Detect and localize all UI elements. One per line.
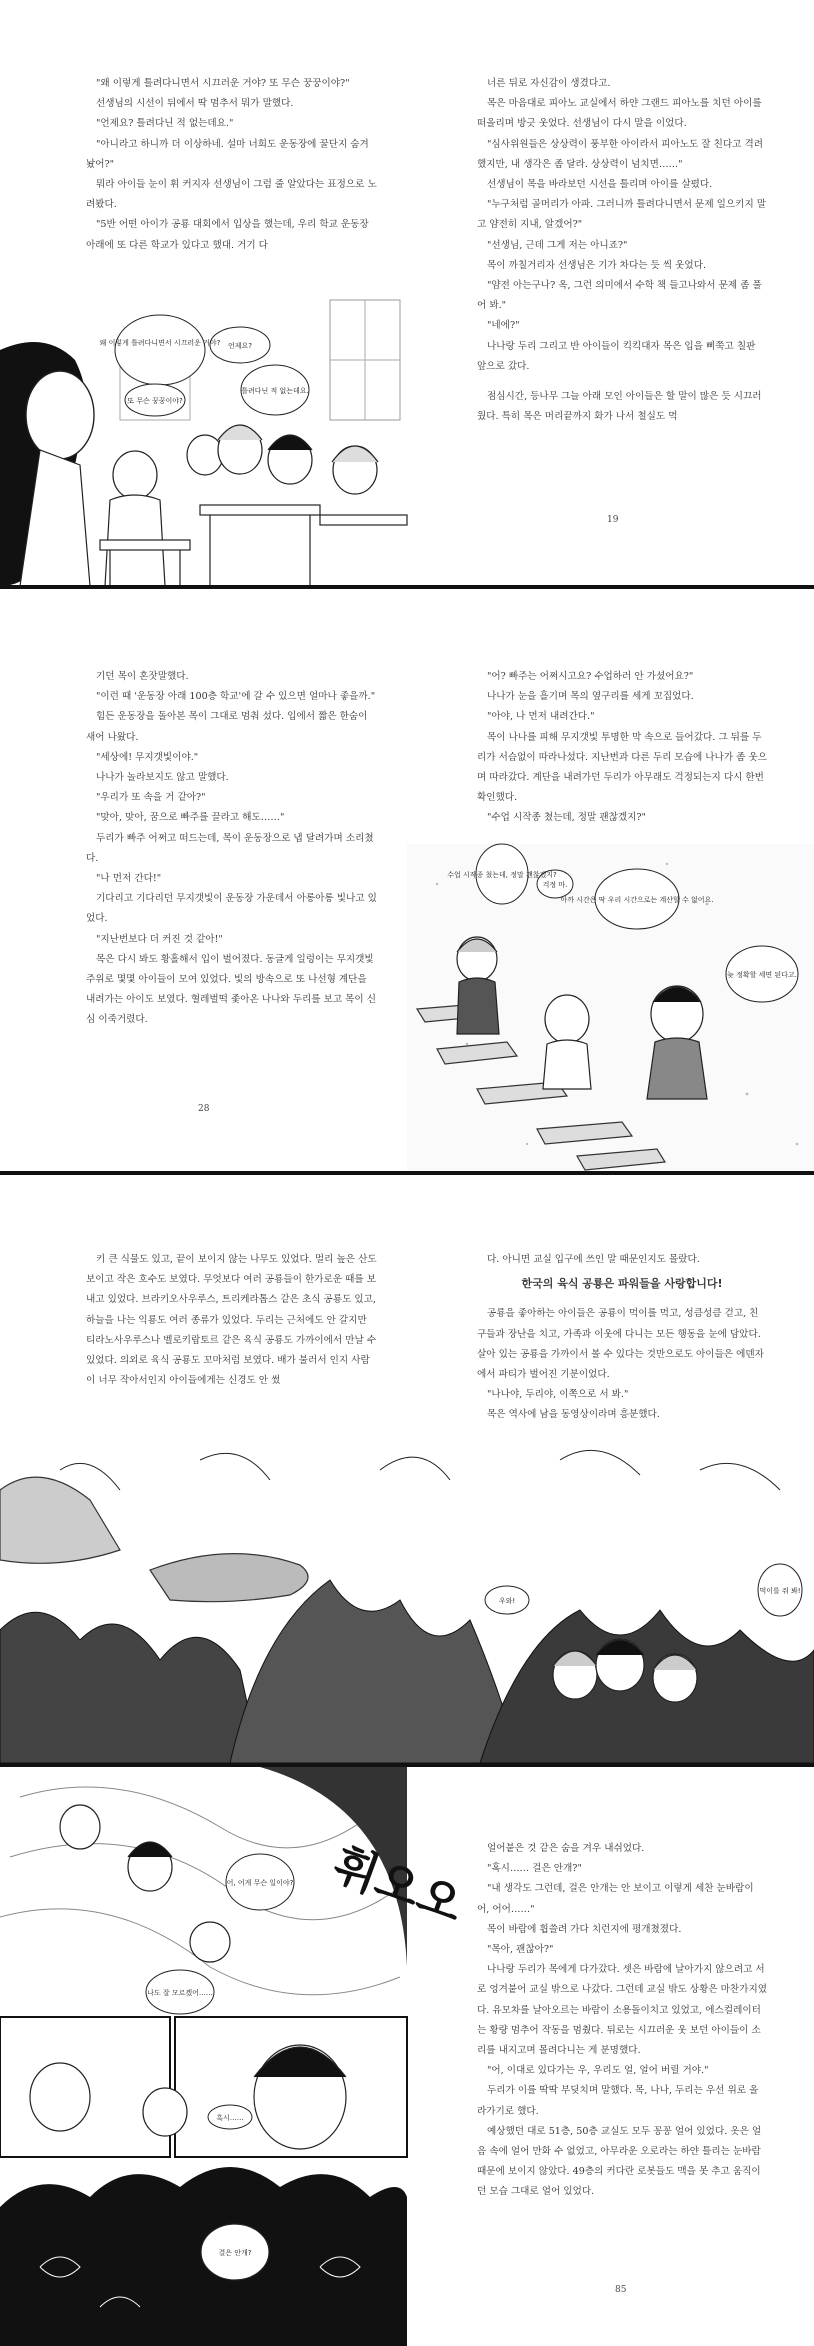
paragraph: 나나가 놀라보지도 않고 말했다. bbox=[96, 772, 229, 784]
paragraph: "네에?" bbox=[487, 320, 520, 332]
paragraph: 두리가 이를 딱딱 부딪치며 말했다. 목, 나나, 두리는 우선 위로 올라가기로 했다. bbox=[477, 2085, 759, 2117]
paragraph: "왜 이렇게 틀려다니면서 시끄러운 거야? 또 무슨 꿍꿍이야?" bbox=[96, 78, 350, 89]
paragraph: 공룡을 좋아하는 아이들은 공룡이 먹이를 먹고, 성큼성큼 걷고, 친구들과 장난을 치고, 가족과 이웃에 다니는 모든 행동을 눈에 담았다. 살아 있는 공룡을 가까이서 볼 수 있다는 것만으로도 아이들은 에덴자에서 파티가 벌어진 기분이었다. bbox=[477, 1308, 764, 1381]
body-text bbox=[86, 1250, 378, 1391]
bubble-text: 걱정 마. bbox=[542, 881, 568, 889]
classroom-illustration bbox=[0, 290, 407, 586]
paragraph: 목이 나나를 피해 무지갯빛 투명한 막 속으로 들어갔다. 그 뒤를 두리가 서슴없이 따라나섰다. 지난번과 다른 두리 모습에 나나가 좀 웃으며 따라갔다. 계단을 내려가던 두리가 아무래도 걱정되는지 다시 한번 확인했다. bbox=[477, 731, 767, 804]
bubble-text: 어, 어게 무슨 일이야? bbox=[226, 1879, 294, 1887]
paragraph: "아야, 나 먼저 내려간다." bbox=[487, 711, 595, 723]
paragraph: "목아, 괜찮아?" bbox=[487, 1944, 554, 1956]
staircase-illustration bbox=[407, 844, 814, 1171]
blizzard-comic-illustration bbox=[0, 1767, 470, 2346]
body-text bbox=[477, 1839, 767, 2203]
bubble-text: 나도 잘 모르겠어…… bbox=[147, 1989, 213, 1997]
paragraph: "우리가 또 속을 거 같아?" bbox=[96, 792, 206, 804]
paragraph: "어, 이대로 있다가는 우, 우리도 얼, 얼어 버릴 거야." bbox=[487, 2065, 709, 2077]
paragraph: 다. 아니면 교실 입구에 쓰인 말 때문인지도 몰랐다. bbox=[487, 1254, 700, 1265]
page-right bbox=[407, 589, 814, 1171]
paragraph: "수업 시작종 쳤는데, 정말 괜찮겠지?" bbox=[487, 812, 646, 824]
paragraph: "심사위원들은 상상력이 풍부한 아이라서 피아노도 잘 친다고 격려했지만, 내 생각은 좀 달라. 상상력이 넘치면……" bbox=[477, 138, 763, 170]
paragraph: 나나랑 두리 그리고 반 아이들이 킥킥대자 목은 입을 삐쭉고 칠판 앞으로 갔다. bbox=[477, 340, 756, 372]
paragraph: "혹시…… 걸은 안개?" bbox=[487, 1863, 582, 1875]
paragraph: 나나가 눈을 흘기며 목의 옆구리를 세게 꼬집었다. bbox=[487, 691, 694, 703]
bubble-text: 늦 정확할 세면 된다고. bbox=[727, 971, 797, 979]
paragraph: 예상했던 대로 51층, 50층 교실도 모두 꽁꽁 얼어 있었다. 옷은 얼음 속에 얼어 만화 수 없었고, 아무라운 오로라는 하얀 틀리는 눈바람 때문에 보이지 않았다. 49층의 커다란 로봇들도 맥을 못 추고 움직이던 모습 그대로 얼어 있었다. bbox=[477, 2125, 762, 2198]
paragraph: "언제요? 틀려다닌 적 없는데요." bbox=[96, 118, 234, 130]
paragraph: 점심시간, 등나무 그늘 아래 모인 아이들은 할 말이 많은 듯 시끄러웠다. 특히 목은 머리끝까지 화가 나서 철실도 먹 bbox=[477, 391, 762, 423]
paragraph: "어? 빠주는 어쩌시고요? 수업하러 안 가셨어요?" bbox=[487, 671, 694, 682]
bubble-text: 우와! bbox=[498, 1597, 516, 1605]
body-text bbox=[477, 667, 767, 829]
paragraph: 목은 다시 봐도 황홀해서 입이 벌어졌다. 동글게 일렁이는 무지갯빛 주위로 몇몇 아이들이 모여 있었다. 빛의 방속으로 또 나선형 계단을 내려가는 아이도 보였다. 혈레벌떡 좇아온 나나와 두리를 보고 목이 신심 이죽거렸다. bbox=[86, 953, 376, 1026]
body-text bbox=[86, 667, 378, 1031]
paragraph: "누구처럼 골머리가 아파. 그러니까 틀려다니면서 문제 일으키지 말고 얌전히 지내, 알겠어?" bbox=[477, 199, 767, 231]
paragraph: 목이 까칠거리자 선생님은 기가 차다는 듯 씩 웃었다. bbox=[487, 259, 707, 271]
paragraph: 얼어붙은 것 같은 숨을 겨우 내쉬었다. bbox=[487, 1843, 645, 1854]
bubble-text: 언제요? bbox=[227, 342, 253, 350]
paragraph: 목이 바람에 휩쓸려 가다 치런지에 평개쳤졌다. bbox=[487, 1923, 682, 1935]
page-number: 19 bbox=[607, 515, 619, 525]
body-text bbox=[477, 74, 767, 427]
body-text bbox=[477, 1250, 767, 1426]
paragraph: "나나야, 두리야, 이쪽으로 서 봐." bbox=[487, 1389, 629, 1401]
bubble-text: 먹이를 줘 봐! bbox=[759, 1587, 801, 1595]
bubble-text: 결은 안개? bbox=[218, 2249, 252, 2257]
paragraph: 두리가 빠주 어쩌고 떠드는데, 목이 운동장으로 냅 달려가며 소리쳤다. bbox=[86, 832, 374, 864]
bubble-text: 또 무슨 꿍꿍이야? bbox=[127, 397, 183, 405]
paragraph: 너른 뒤로 자신감이 생겼다고. bbox=[487, 78, 611, 89]
bubble-text: 아까 시간은 딱 우리 시간으로는 계산할 수 없어요. bbox=[560, 896, 714, 904]
bubble-text: 왜 이렇게 틀려다니면서 시끄러운 거야? bbox=[99, 339, 221, 347]
paragraph: 선생님이 목을 바라보던 시선을 틀리며 아이를 살폈다. bbox=[487, 179, 713, 191]
bubble-text: 흑시…… bbox=[216, 2114, 244, 2122]
page-left bbox=[0, 1767, 470, 2346]
paragraph: "세상에! 무지갯빛이야." bbox=[96, 751, 199, 763]
page-right bbox=[407, 1767, 814, 2346]
paragraph: 뭐라 아이들 눈이 휘 커지자 선생님이 그럼 줄 알았다는 표정으로 노려봤다. bbox=[86, 179, 377, 211]
paragraph: "이런 때 '운동장 아래 100층 학교'에 갈 수 있으면 얼마나 좋을까." bbox=[96, 691, 376, 703]
paragraph: "지난번보다 더 커진 것 같아!" bbox=[96, 933, 223, 945]
paragraph: "내 생각도 그런데, 걸은 안개는 안 보이고 이렇게 세찬 눈바람이 어, 어어……" bbox=[477, 1883, 754, 1915]
page-left bbox=[0, 0, 407, 586]
paragraph: 선생님의 시선이 뒤에서 딱 멈추서 뭐가 말했다. bbox=[96, 98, 294, 110]
bubble-text: 수업 시작종 쳤는데, 정말 괜찮겠지? bbox=[447, 871, 557, 879]
paragraph: "얌전 아는구나? 옥, 그런 의미에서 수학 책 들고나와서 문제 좀 풀어 봐." bbox=[477, 280, 762, 312]
page-number: 85 bbox=[615, 2285, 627, 2295]
paragraph: "나 먼저 간다!" bbox=[96, 873, 162, 885]
paragraph: "맞아, 맞아, 꿈으로 빠주를 끌라고 해도……" bbox=[96, 812, 285, 824]
spread-4 bbox=[0, 1767, 814, 2346]
page-right bbox=[407, 0, 814, 586]
paragraph: 힘든 운동장을 돌아본 목이 그대로 멈춰 섰다. 입에서 짧은 한숨이 새어 나왔다. bbox=[86, 711, 368, 743]
body-text bbox=[86, 74, 378, 256]
paragraph: "아니라고 하니까 더 이상하네. 설마 너희도 운동장에 꿀단지 숨겨 놨어?" bbox=[86, 138, 369, 170]
paragraph: 목은 역사에 남을 동영상이라며 흥분했다. bbox=[487, 1409, 660, 1421]
spread-3 bbox=[0, 1175, 814, 1763]
paragraph: "선생님, 근데 그게 저는 아니죠?" bbox=[487, 239, 628, 251]
spread-1 bbox=[0, 0, 814, 586]
paragraph: 키 큰 식물도 있고, 끝이 보이지 않는 나무도 있었다. 멀리 높은 산도 보이고 작은 호수도 보였다. 무엇보다 여러 공룡들이 한가로운 때를 보내고 있었다. 브라키오사우루스, 트리케라톱스 같은 초식 공룡도 있고, 하늘을 나는 익룡도 여러 종류가 있었다. 두리는 근처에도 안 갈지만 티라노사우루스나 벨로키랍토르 같은 육식 공룡도 가까이에서 만날 수 있었다. 의외로 육식 공룡도 꼬마처럼 보였다. 배가 불러서 인지 사람이 너무 작아서인지 아이들에게는 신경도 안 썼 bbox=[86, 1254, 377, 1387]
paragraph: 나나랑 두리가 목에게 다가갔다. 셋은 바람에 날아가지 않으려고 서로 엉겨붙어 교실 밖으로 나갔다. 그런데 교실 밖도 상황은 마찬가지였다. 유모차를 날아오르는 바람이 소용돌이치고 있었고, 에스컬레이터는 황량 멈추어 작동을 멈췄다. 뒤로는 시끄러운 웃 보던 아이들이 소리를 내지고며 몰려다니는 게 분명했다. bbox=[477, 1964, 767, 2057]
paragraph: 기던 목이 혼잣말했다. bbox=[96, 671, 189, 682]
jungle-illustration bbox=[0, 1430, 814, 1763]
paragraph: 목은 마음대로 피아노 교실에서 하얀 그랜드 피아노를 치던 아이를 떠올리며 방긋 웃었다. 선생님이 다시 말을 이었다. bbox=[477, 98, 762, 130]
paragraph: 기다리고 기다리던 무지갯빛이 운동장 가운데서 아롱아롱 빛나고 있었다. bbox=[86, 893, 377, 925]
sound-effect: 휘오오 bbox=[326, 1836, 470, 1933]
page-left bbox=[0, 589, 407, 1171]
spread-2 bbox=[0, 589, 814, 1171]
page-number: 28 bbox=[198, 1104, 210, 1114]
sign-heading: 한국의 육식 공룡은 파워들을 사랑합니다! bbox=[521, 1277, 723, 1291]
paragraph: "5반 어떤 아이가 공룡 대회에서 입상을 했는데, 우리 학교 운동장 아래에 또 다른 학교가 있다고 했대. 거기 다 bbox=[86, 219, 369, 251]
bubble-text: 틀려다닌 적 없는데요. bbox=[241, 387, 309, 395]
